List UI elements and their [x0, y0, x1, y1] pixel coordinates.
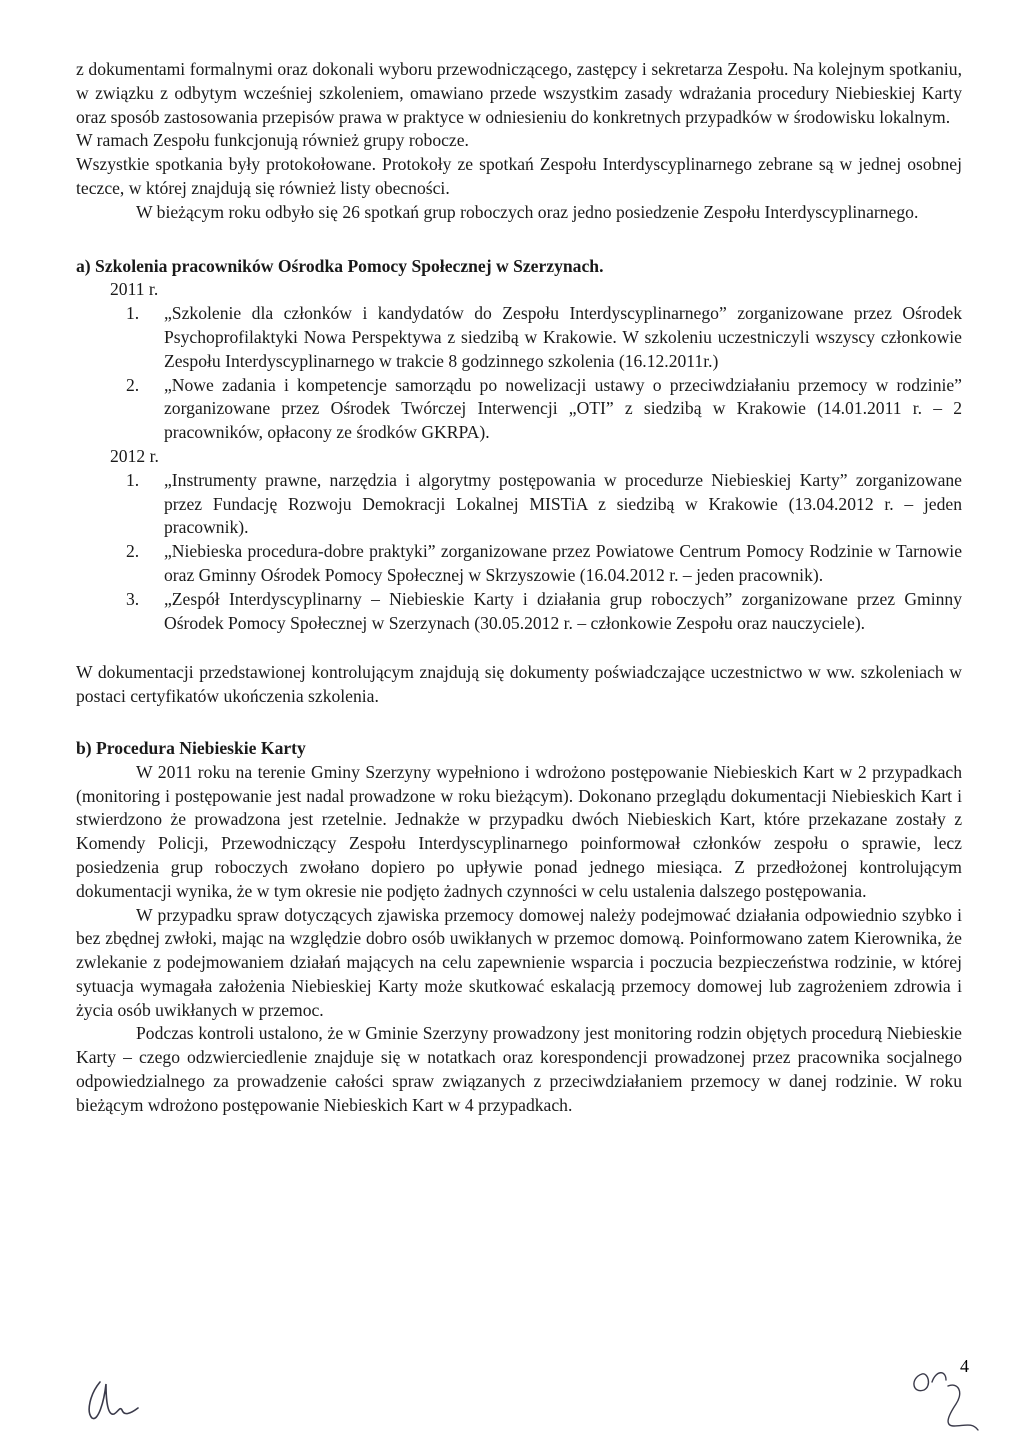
- item-text: „Szkolenie dla członków i kandydatów do Zespołu Interdyscyplinarnego” zorganizowane przez Ośrodek Psychoprofilaktyki Nowa Perspektywa z siedzibą w Krakowie. W szkoleniu uczestniczyli wszyscy członkowie Zespołu Interdyscyplinarnego w trakcie 8 godzinnego szkolenia (16.12.2011r.): [164, 303, 962, 371]
- training-year: 2011 r.: [110, 279, 159, 300]
- section-b-paragraph: W przypadku spraw dotyczących zjawiska przemocy domowej należy podejmować działania odpowiednio szybko i bez zbędnej zwłoki, mając na względzie dobro osób uwikłanych w przemoc domową. Poinformowano zatem Kierownika, że zwlekanie z podejmowaniem działań mających na celu zapewnienie wsparcia i poczucia bezpieczeństwa rodzinie, w której sytuacja wymagała założenia Niebieskiej Karty może skutkować eskalacją przemocy domowej lub zagrożeniem zdrowia i życia osób uwikłanych w przemoc.: [76, 904, 962, 1020]
- training-item: [76, 469, 962, 540]
- signature-initials-left: [82, 1372, 142, 1428]
- certificate-note: W dokumentacji przedstawionej kontrolującym znajdują się dokumenty poświadczające uczestnictwo w ww. szkoleniach w postaci certyfikatów ukończenia szkolenia.: [76, 662, 962, 707]
- item-text: „Zespół Interdyscyplinarny – Niebieskie Karty i działania grup roboczych” zorganizowane przez Gminny Ośrodek Pomocy Społecznej w Szerzynach (30.05.2012 r. – członkowie Zespołu oraz nauczyciele).: [164, 588, 962, 633]
- item-number: 2.: [126, 541, 140, 562]
- page-number: 4: [960, 1356, 969, 1376]
- training-item: [76, 374, 962, 445]
- item-text: „Nowe zadania i kompetencje samorządu po nowelizacji ustawy o przeciwdziałaniu przemocy w rodzinie” zorganizowane przez Ośrodek Twórczej Interwencji „OTI” z siedzibą w Krakowie (14.01.2011 r. – 2 pracowników, opłacony ze środków GKRPA).: [164, 374, 962, 443]
- section-a-heading: a) Szkolenia pracowników Ośrodka Pomocy Społecznej w Szerzynach.: [76, 255, 604, 276]
- item-number: 3.: [126, 588, 140, 609]
- training-year-group: [76, 278, 962, 445]
- training-item: [76, 588, 962, 636]
- intro-paragraph: W bieżącym roku odbyło się 26 spotkań grup roboczych oraz jedno posiedzenie Zespołu Interdyscyplinarnego.: [136, 201, 919, 222]
- item-number: 2.: [126, 374, 140, 395]
- training-list: [76, 302, 962, 445]
- training-year: 2012 r.: [110, 445, 159, 466]
- training-list: [76, 469, 962, 636]
- intro-paragraph: Wszystkie spotkania były protokołowane. Protokoły ze spotkań Zespołu Interdyscyplinarnego zebrane są w jednej osobnej teczce, w której znajdują się również listy obecności.: [76, 154, 962, 198]
- intro-paragraph: z dokumentami formalnymi oraz dokonali wyboru przewodniczącego, zastępcy i sekretarza Zespołu. Na kolejnym spotkaniu, w związku z odbytym wcześniej szkoleniem, omawiano przede wszystkim zasady wdrażania procedury Niebieskiej Karty oraz sposób zastosowania przepisów prawa w praktyce w odniesieniu do konkretnych przypadków w środowisku lokalnym.: [76, 59, 962, 127]
- section-b-paragraph: W 2011 roku na terenie Gminy Szerzyny wypełniono i wdrożono postępowanie Niebieskich Kart w 2 przypadkach (monitoring i postępowanie jest nadal prowadzone w roku bieżącym). Dokonano przeglądu dokumentacji Niebieskich Kart i stwierdzono że prowadzona jest rzetelnie. Jednakże w przypadku dwóch Niebieskich Kart, które przekazane zostały z Komendy Policji, Przewodniczący Zespołu Interdyscyplinarnego poinformował członków zespołu o sprawie, lecz posiedzenia grup roboczych zwołano dopiero po upływie ponad jednego miesiąca. Z przedłożonej kontrolującym dokumentacji wynika, że w tym okresie nie podjęto żadnych czynności w celu ustalenia dalszego postępowania.: [76, 761, 962, 901]
- section-b-heading: b) Procedura Niebieskie Karty: [76, 737, 306, 758]
- intro-paragraph: W ramach Zespołu funkcjonują również grupy robocze.: [76, 130, 469, 151]
- item-number: 1.: [126, 303, 140, 324]
- item-text: „Niebieska procedura-dobre praktyki” zorganizowane przez Powiatowe Centrum Pomocy Rodzinie w Tarnowie oraz Gminny Ośrodek Pomocy Społecznej w Skrzyszowie (16.04.2012 r. – jeden pracownik).: [164, 541, 962, 585]
- section-b-paragraph: Podczas kontroli ustalono, że w Gminie Szerzyny prowadzony jest monitoring rodzin objętych procedurą Niebieskie Karty – czego odzwierciedlenie znajduje się w notatkach oraz korespondencji prowadzonej przez pracownika socjalnego odpowiedzialnego za prowadzenie całości spraw związanych z przeciwdziałaniem przemocy w danej rodzinie. W roku bieżącym wdrożono postępowanie Niebieskich Kart w 4 przypadkach.: [76, 1023, 962, 1115]
- training-item: [76, 540, 962, 588]
- signature-initials-right: [902, 1360, 982, 1440]
- training-year-group: [76, 445, 962, 635]
- item-text: „Instrumenty prawne, narzędzia i algorytmy postępowania w procedurze Niebieskiej Karty” zorganizowane przez Fundację Rozwoju Demokracji Lokalnej MISTiA z siedzibą w Krakowie (13.04.2012 r. – jeden pracownik).: [164, 469, 962, 538]
- training-item: [76, 302, 962, 373]
- item-number: 1.: [126, 469, 140, 490]
